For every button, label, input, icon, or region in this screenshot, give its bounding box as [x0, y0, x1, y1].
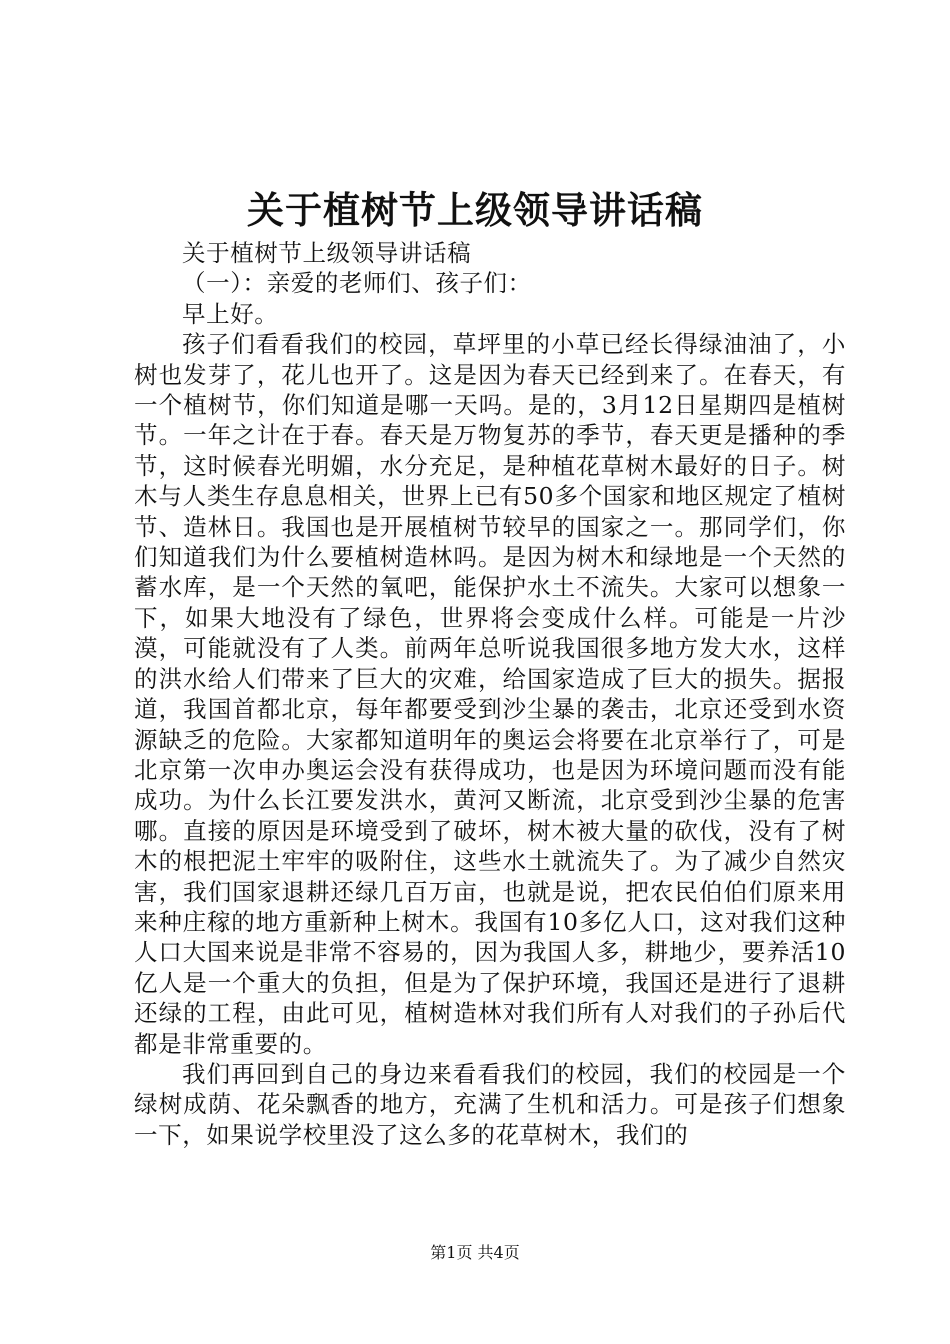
- paragraph-salutation: （一）：亲爱的老师们、孩子们：: [182, 269, 532, 298]
- page-number-footer: 第1页 共4页: [430, 1243, 520, 1262]
- paragraph-greeting: 早上好。: [182, 299, 279, 328]
- document-title: 关于植树节上级领导讲话稿: [247, 188, 703, 232]
- document-body: [134, 238, 846, 1150]
- paragraph-subtitle: 关于植树节上级领导讲话稿: [182, 239, 472, 267]
- paragraph-continued: 我们再回到自己的身边来看看我们的校园，我们的校园是一个绿树成荫、花朵飘香的地方，充满了生机和活力。可是孩子们想象一下，如果说学校里没了这么多的花草树木，我们的: [134, 1059, 846, 1149]
- paragraph-main: 孩子们看看我们的校园，草坪里的小草已经长得绿油油了，小树也发芽了，花儿也开了。这是因为春天已经到来了。在春天，有一个植树节，你们知道是哪一天吗。是的，3月12日星期四是植树节。一年之计在于春。春天是万物复苏的季节，春天更是播种的季节，这时候春光明媚，水分充足，是种植花草树木最好的日子。树木与人类生存息息相关，世界上已有50多个国家和地区规定了植树节、造林日。我国也是开展植树节较早的国家之一。那同学们，你们知道我们为什么要植树造林吗。是因为树木和绿地是一个天然的蓄水库，是一个天然的氧吧，能保护水土不流失。大家可以想象一下，如果大地没有了绿色，世界将会变成什么样。可能是一片沙漠，可能就没有了人类。前两年总听说我国很多地方发大水，这样的洪水给人们带来了巨大的灾难，给国家造成了巨大的损失。据报道，我国首都北京，每年都要受到沙尘暴的袭击，北京还受到水资源缺乏的危险。大家都知道明年的奥运会将要在北京举行了，可是北京第一次申办奥运会没有获得成功，也是因为环境问题而没有能成功。为什么长江要发洪水，黄河又断流，北京受到沙尘暴的危害哪。直接的原因是环境受到了破坏，树木被大量的砍伐，没有了树木的根把泥土牢牢的吸附住，这些水土就流失了。为了减少自然灾害，我们国家退耕还绿几百万亩，也就是说，把农民伯伯们原来用来种庄稼的地方重新种上树木。我国有10多亿人口，这对我们这种人口大国来说是非常不容易的，因为我国人多，耕地少，要养活10亿人是一个重大的负担，但是为了保护环境，我国还是进行了退耕还绿的工程，由此可见，植树造林对我们所有人对我们的子孙后代都是非常重要的。: [134, 330, 846, 1058]
